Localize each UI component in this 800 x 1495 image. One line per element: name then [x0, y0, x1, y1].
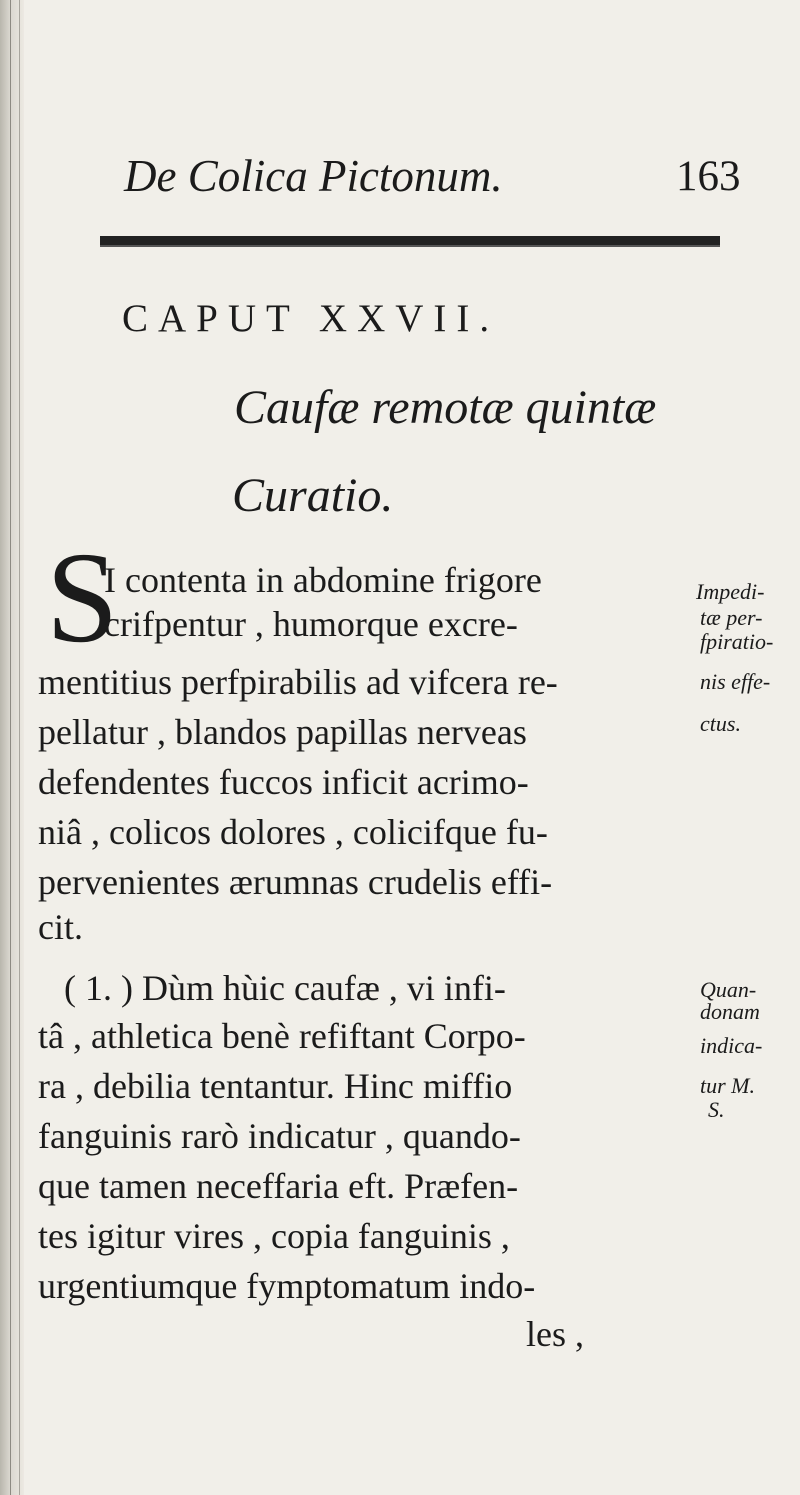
- text-line: I contenta in abdomine frigore: [104, 560, 542, 600]
- margin-note-line: ctus.: [700, 711, 741, 736]
- text-line: fanguinis rarò indicatur , quando-: [38, 1116, 521, 1156]
- text-line: cit.: [38, 907, 83, 947]
- text-line: ( 1. ) Dùm hùic caufæ , vi infi-: [64, 968, 506, 1008]
- text-line: pervenientes ærumnas crudelis effi-: [38, 862, 553, 902]
- text-line: pellatur , blandos papillas nerveas: [38, 712, 527, 752]
- text-line: niâ , colicos dolores , colicifque fu-: [38, 812, 548, 852]
- margin-note-line: Impedi-: [696, 579, 765, 604]
- margin-note-line: Quan-: [700, 977, 757, 1002]
- page-edge-line: [10, 0, 11, 1495]
- text-line: defendentes fuccos inficit acrimo-: [38, 762, 529, 802]
- header-rule: [100, 236, 720, 247]
- chapter-title-line-1: Caufæ remotæ quintæ: [234, 381, 657, 434]
- text-line: urgentiumque fymptomatum indo-: [38, 1266, 536, 1306]
- text-line: que tamen neceffaria eft. Præfen-: [38, 1166, 519, 1206]
- text-line: ra , debilia tentantur. Hinc miffio: [38, 1066, 513, 1106]
- margin-note-line: tæ per-: [700, 605, 763, 630]
- text-line: mentitius perfpirabilis ad vifcera re-: [38, 662, 558, 702]
- margin-note-line: indica-: [700, 1033, 763, 1058]
- text-line: tâ , athletica benè refiftant Corpo-: [38, 1016, 526, 1056]
- page-number: 163: [676, 153, 741, 200]
- text-line: les ,: [526, 1314, 584, 1354]
- text-line: tes igitur vires , copia fanguinis ,: [38, 1216, 510, 1256]
- running-head: De Colica Pictonum.: [124, 151, 503, 201]
- drop-cap: S: [46, 526, 119, 670]
- book-spine-shadow: [0, 0, 24, 1495]
- chapter-title-line-2: Curatio.: [232, 469, 394, 522]
- page-edge-line: [19, 0, 20, 1495]
- margin-note-line: fpiratio-: [700, 629, 774, 654]
- margin-note-line: donam: [700, 999, 760, 1024]
- chapter-heading: CAPUT XXVII.: [122, 297, 500, 340]
- text-line: crifpentur , humorque excre-: [104, 604, 518, 644]
- margin-note-line: S.: [708, 1097, 725, 1122]
- margin-note-line: nis effe-: [700, 669, 771, 694]
- margin-note-line: tur M.: [700, 1073, 755, 1098]
